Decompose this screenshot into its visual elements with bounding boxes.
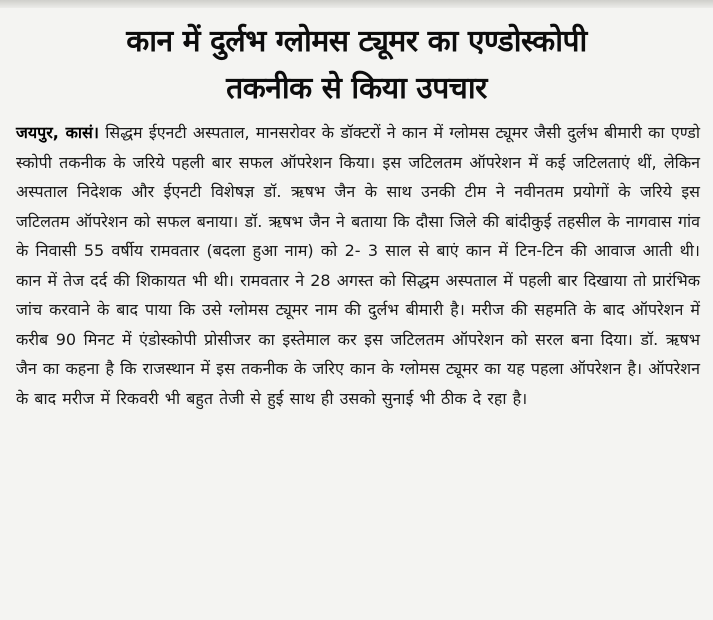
article-body-text: सिद्धम ईएनटी अस्पताल, मानसरोवर के डॉक्टरों ने कान में ग्लोमस ट्यूमर जैसी दुर्लभ बीमारी का एण्डो स्कोपी तकनीक के जरिये पहली बार सफल ऑपरेशन किया। इस जटिलतम ऑपरेशन में कई जटिलताएं थीं, लेकिन अस्पताल निदेशक और ईएनटी विशेषज्ञ डॉ. ऋषभ जैन के साथ उनकी टीम ने नवीनतम प्रयोगों के जरिये इस जटिलतम ऑपरेशन को सफल बनाया। डॉ. ऋषभ जैन ने बताया कि दौसा जिले की बांदीकुई तहसील के नागवास गांव के निवासी 55 वर्षीय रामवतार (बदला हुआ नाम) को 2- 3 साल से बाएं कान में टिन-टिन की आवाज आती थी। कान में तेज दर्द की शिकायत भी थी। रामवतार ने 28 अगस्त को सिद्धम अस्पताल में पहली बार दिखाया तो प्रारंभिक जांच करवाने के बाद पाया कि उसे ग्लोमस ट्यूमर नाम की दुर्लभ बीमारी है। मरीज की सहमति के बाद ऑपरेशन में करीब 90 मिनट में एंडोस्कोपी प्रोसीजर का इस्तेमाल कर इस जटिलतम ऑपरेशन को सरल बना दिया। डॉ. ऋषभ जैन का कहना है कि राजस्थान में इस तकनीक के जरिए कान के ग्लोमस ट्यूमर का यह पहला ऑपरेशन है। ऑपरेशन के बाद मरीज में रिकवरी भी बहुत तेजी से हुई साथ ही उसको सुनाई भी ठीक दे रहा है। [16, 123, 701, 408]
headline-line-2: तकनीक से किया उपचार [226, 71, 487, 106]
dateline: जयपुर, कासं। [16, 123, 99, 142]
clipping-top-edge [0, 0, 713, 8]
headline [20, 18, 693, 112]
headline-line-1: कान में दुर्लभ ग्लोमस ट्यूमर का एण्डोस्कोपी [126, 24, 587, 59]
newspaper-clipping [0, 8, 713, 620]
article-body [16, 118, 700, 413]
